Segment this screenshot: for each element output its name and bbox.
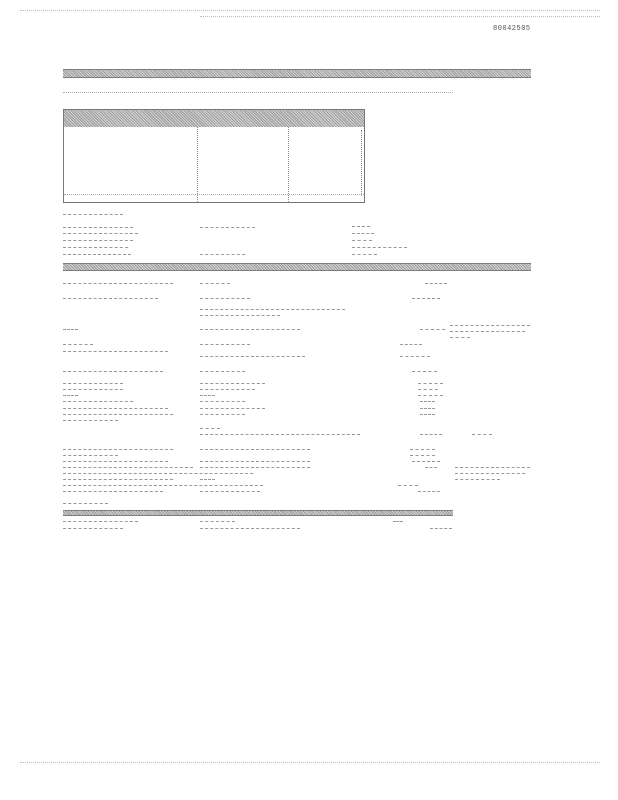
- detail-line: [418, 491, 440, 492]
- detail-line: [200, 434, 360, 435]
- detail-line: [63, 351, 168, 352]
- detail-line: [418, 383, 443, 384]
- detail-line: [200, 428, 220, 429]
- detail-line: [63, 298, 158, 299]
- detail-line: [425, 467, 437, 468]
- detail-line: [430, 528, 452, 529]
- detail-line: [200, 389, 255, 390]
- detail-line: [200, 479, 215, 480]
- detail-line: [200, 383, 265, 384]
- detail-line: [200, 408, 265, 409]
- bottom-scan-edge: [20, 762, 600, 763]
- detail-line: [200, 298, 250, 299]
- detail-line: [63, 344, 93, 345]
- detail-line: [400, 356, 430, 357]
- detail-line: [455, 467, 530, 468]
- detail-line: [63, 383, 123, 384]
- detail-line: [425, 283, 447, 284]
- detail-line: [412, 298, 440, 299]
- detail-line: [398, 485, 418, 486]
- detail-line: [63, 528, 123, 529]
- detail-line: [450, 337, 470, 338]
- detail-line: [63, 389, 123, 390]
- field-line: [352, 254, 377, 255]
- detail-line: [63, 503, 108, 504]
- detail-line: [420, 434, 442, 435]
- section-banner-1: [63, 69, 531, 78]
- field-line: [200, 254, 245, 255]
- field-line: [63, 240, 133, 241]
- detail-line: [63, 461, 168, 462]
- detail-line: [412, 461, 440, 462]
- detail-line: [420, 414, 435, 415]
- detail-line: [410, 449, 435, 450]
- detail-line: [63, 467, 193, 468]
- detail-line: [63, 414, 173, 415]
- field-line: [63, 247, 128, 248]
- document-id: 80042505: [493, 25, 531, 33]
- detail-line: [472, 434, 492, 435]
- field-line: [63, 214, 123, 215]
- detail-line: [200, 371, 245, 372]
- field-line: [352, 233, 374, 234]
- intro-line: [63, 92, 453, 98]
- detail-line: [418, 395, 443, 396]
- detail-line: [200, 395, 215, 396]
- detail-line: [200, 356, 305, 357]
- detail-line: [63, 449, 173, 450]
- grid-col-divider: [288, 127, 289, 202]
- detail-line: [410, 455, 435, 456]
- top-scan-edge-2: [200, 16, 600, 17]
- detail-line: [418, 389, 438, 390]
- detail-line: [63, 408, 168, 409]
- detail-line: [63, 455, 118, 456]
- detail-line: [200, 528, 300, 529]
- detail-line: [200, 329, 300, 330]
- detail-line: [63, 283, 173, 284]
- detail-line: [200, 521, 235, 522]
- field-line: [352, 247, 407, 248]
- summary-grid: [63, 109, 365, 203]
- grid-col-divider: [197, 127, 198, 202]
- field-line: [63, 227, 133, 228]
- field-line: [352, 240, 372, 241]
- section-banner-2: [63, 263, 531, 271]
- field-line: [352, 226, 370, 227]
- detail-line: [450, 331, 525, 332]
- detail-line: [200, 414, 245, 415]
- detail-line: [455, 479, 500, 480]
- detail-line: [63, 485, 263, 486]
- detail-line: [450, 325, 530, 326]
- detail-line: [63, 401, 133, 402]
- detail-line: [63, 491, 163, 492]
- detail-line: [200, 401, 245, 402]
- detail-line: [455, 473, 525, 474]
- top-scan-edge: [20, 10, 600, 11]
- detail-line: [420, 329, 445, 330]
- detail-line: [63, 521, 138, 522]
- detail-line: [420, 401, 435, 402]
- detail-line: [63, 395, 78, 396]
- grid-row-divider: [64, 194, 364, 195]
- field-line: [200, 227, 255, 228]
- field-line: [63, 254, 131, 255]
- detail-line: [200, 461, 310, 462]
- detail-line: [200, 315, 280, 316]
- detail-line: [63, 329, 78, 330]
- detail-line: [63, 473, 253, 474]
- section-banner-3: [63, 510, 453, 516]
- field-line: [63, 233, 138, 234]
- detail-line: [200, 449, 310, 450]
- detail-line: [63, 479, 173, 480]
- detail-line: [400, 344, 422, 345]
- detail-line: [200, 283, 230, 284]
- detail-line: [412, 371, 437, 372]
- detail-line: [200, 344, 250, 345]
- detail-line: [200, 309, 345, 310]
- detail-line: [200, 491, 260, 492]
- grid-tick-marks: [354, 130, 362, 196]
- detail-line: [393, 521, 403, 522]
- grid-header: [64, 110, 364, 127]
- detail-line: [63, 371, 163, 372]
- detail-line: [420, 408, 435, 409]
- detail-line: [63, 420, 118, 421]
- detail-line: [200, 467, 310, 468]
